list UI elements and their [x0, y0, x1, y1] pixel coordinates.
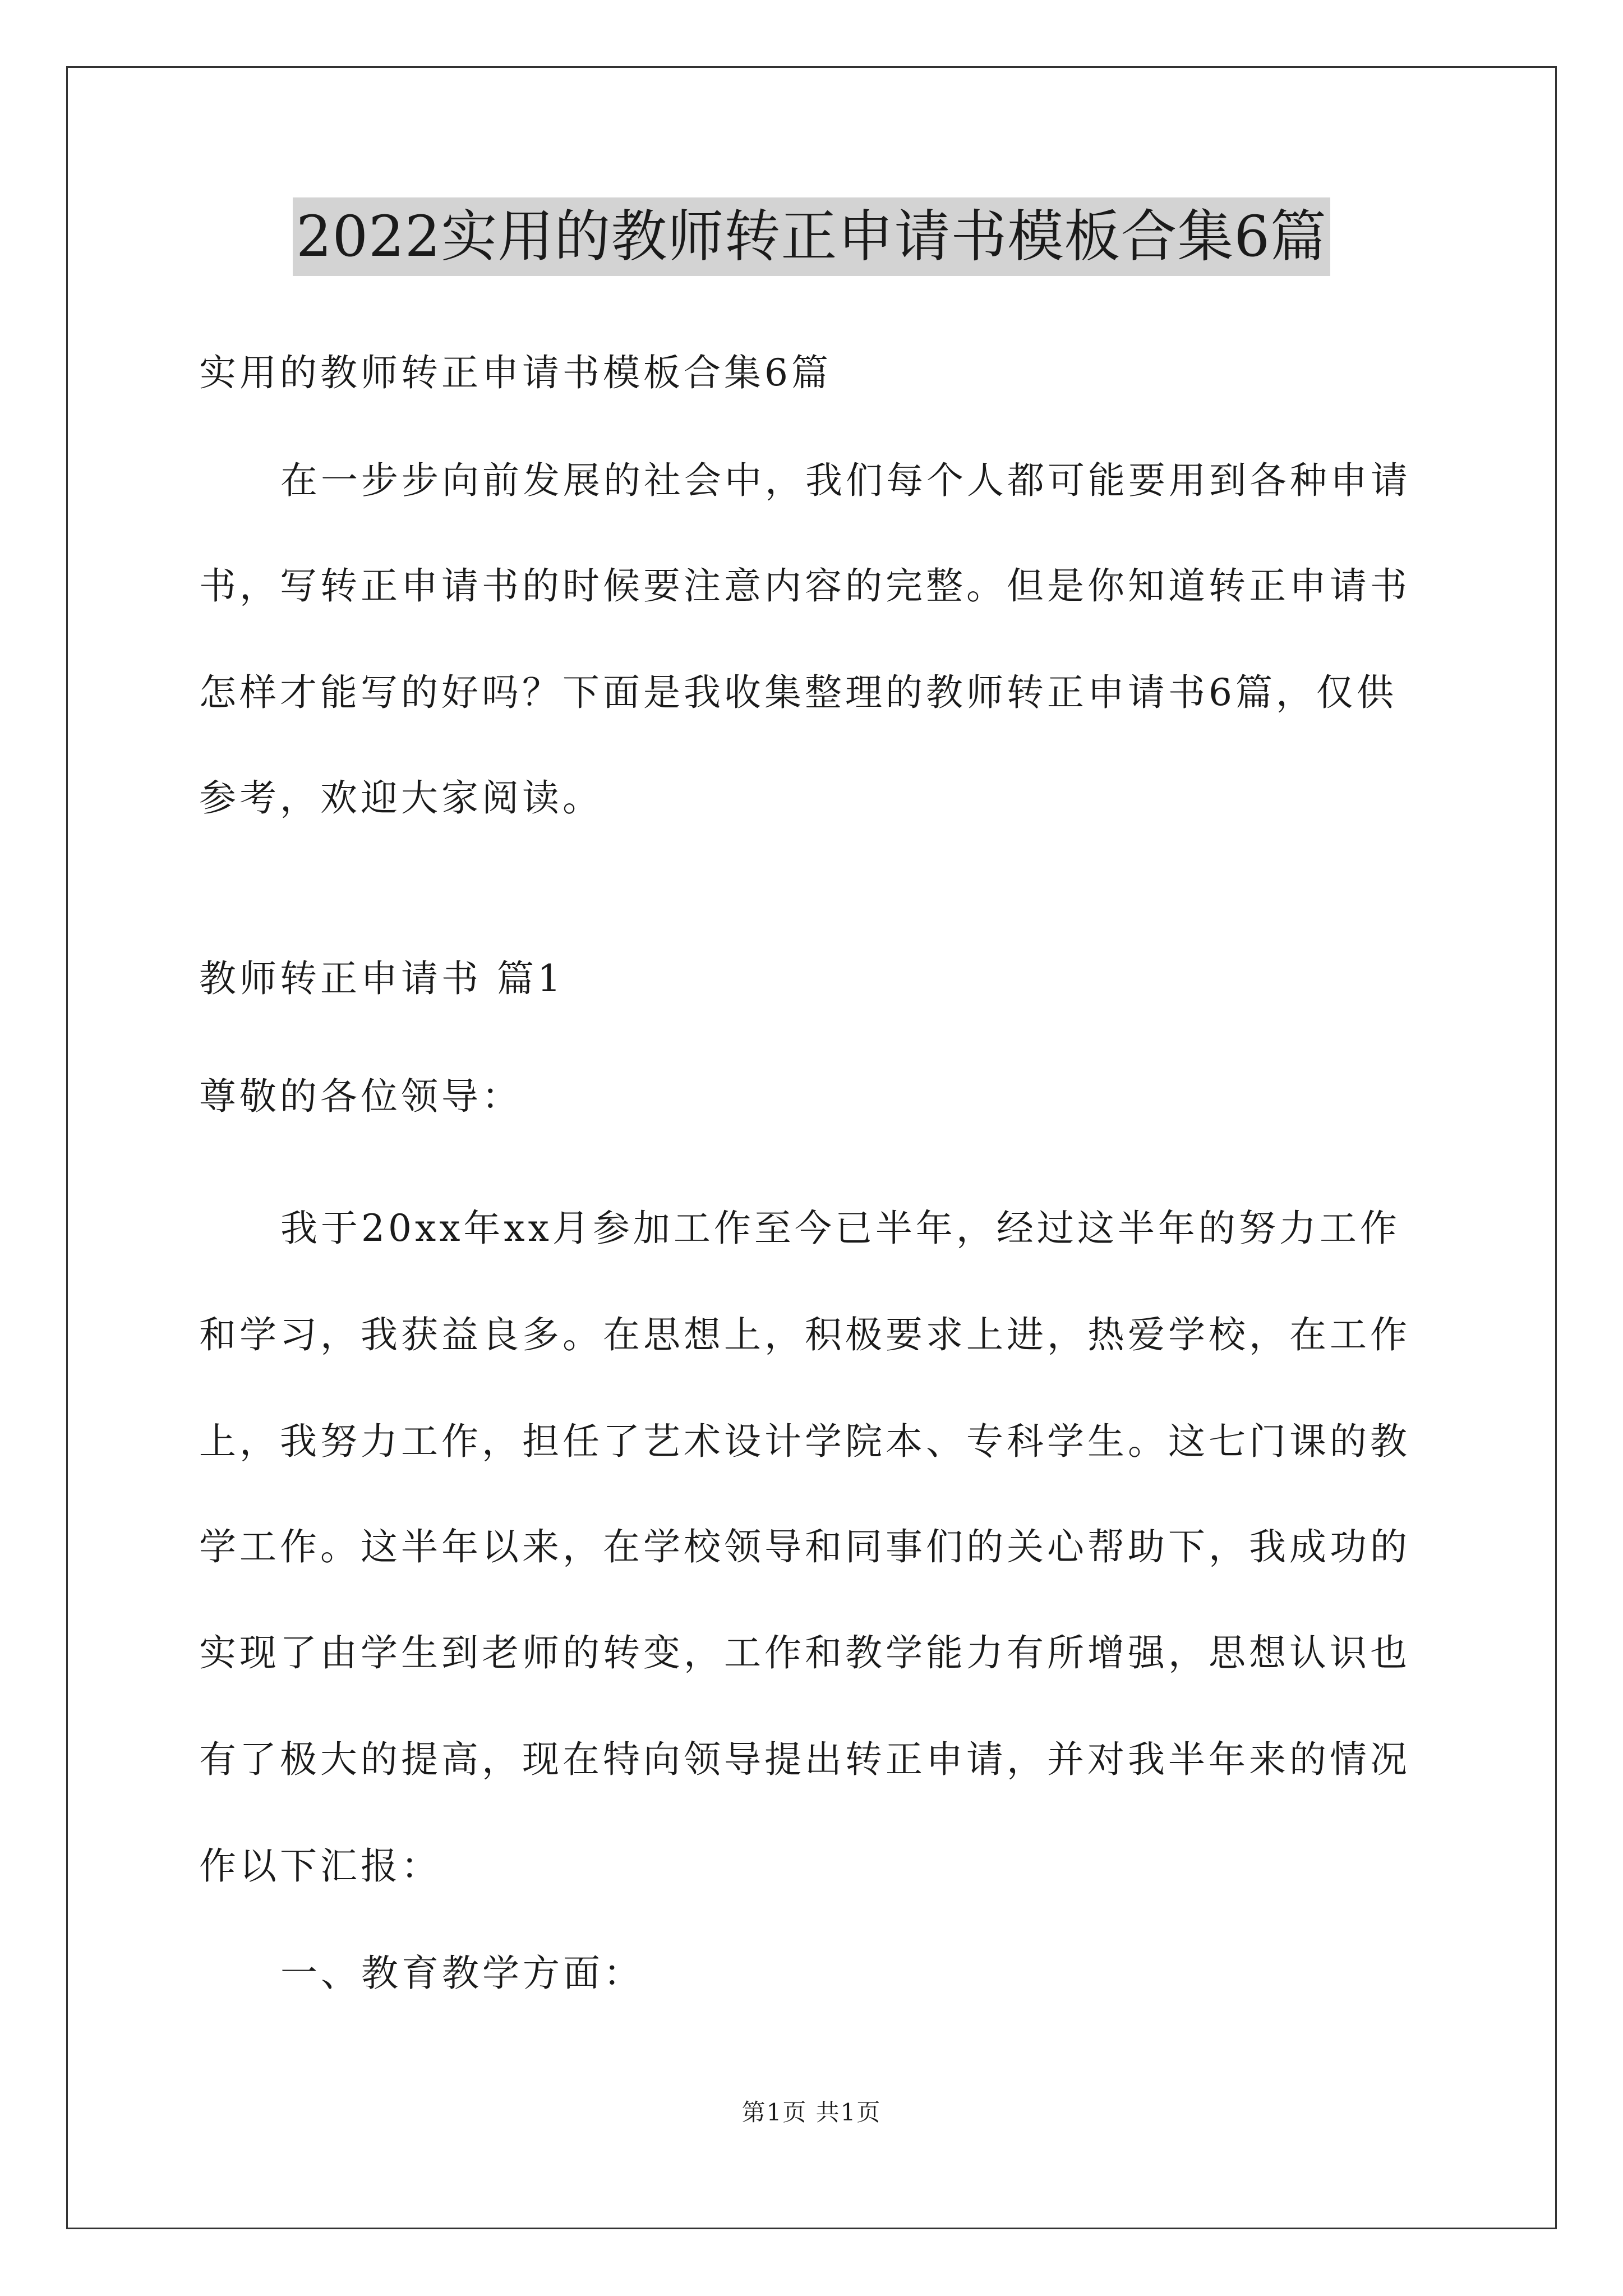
- body-line: 学工作。这半年以来，在学校领导和同事们的关心帮助下，我成功的: [199, 1525, 1410, 1568]
- subheading: 一、教育教学方面：: [280, 1952, 644, 1995]
- intro-line: 参考，欢迎大家阅读。: [199, 776, 603, 820]
- page-footer: 第1页 共1页: [741, 2099, 882, 2126]
- intro-line: 在一步步向前发展的社会中，我们每个人都可能要用到各种申请: [280, 459, 1411, 502]
- body-line: 实现了由学生到老师的转变，工作和教学能力有所增强，思想认识也: [199, 1631, 1410, 1674]
- body-line: 作以下汇报：: [199, 1844, 441, 1888]
- document-title: 2022实用的教师转正申请书模板合集6篇: [293, 197, 1330, 276]
- body-line: 有了极大的提高，现在特向领导提出转正申请，并对我半年来的情况: [199, 1738, 1410, 1781]
- intro-line: 怎样才能写的好吗？下面是我收集整理的教师转正申请书6篇，仅供: [199, 671, 1397, 714]
- section-heading: 教师转正申请书 篇1: [199, 957, 564, 1000]
- intro-line: 书，写转正申请书的时候要注意内容的完整。但是你知道转正申请书: [199, 564, 1410, 608]
- body-line: 和学习，我获益良多。在思想上，积极要求上进，热爱学校，在工作: [199, 1313, 1410, 1356]
- title-container: [0, 197, 1623, 276]
- document-subtitle: 实用的教师转正申请书模板合集6篇: [199, 351, 832, 394]
- salutation: 尊敬的各位领导：: [199, 1075, 522, 1118]
- body-line: 我于20xx年xx月参加工作至今已半年，经过这半年的努力工作: [280, 1207, 1400, 1250]
- body-line: 上，我努力工作，担任了艺术设计学院本、专科学生。这七门课的教: [199, 1420, 1410, 1463]
